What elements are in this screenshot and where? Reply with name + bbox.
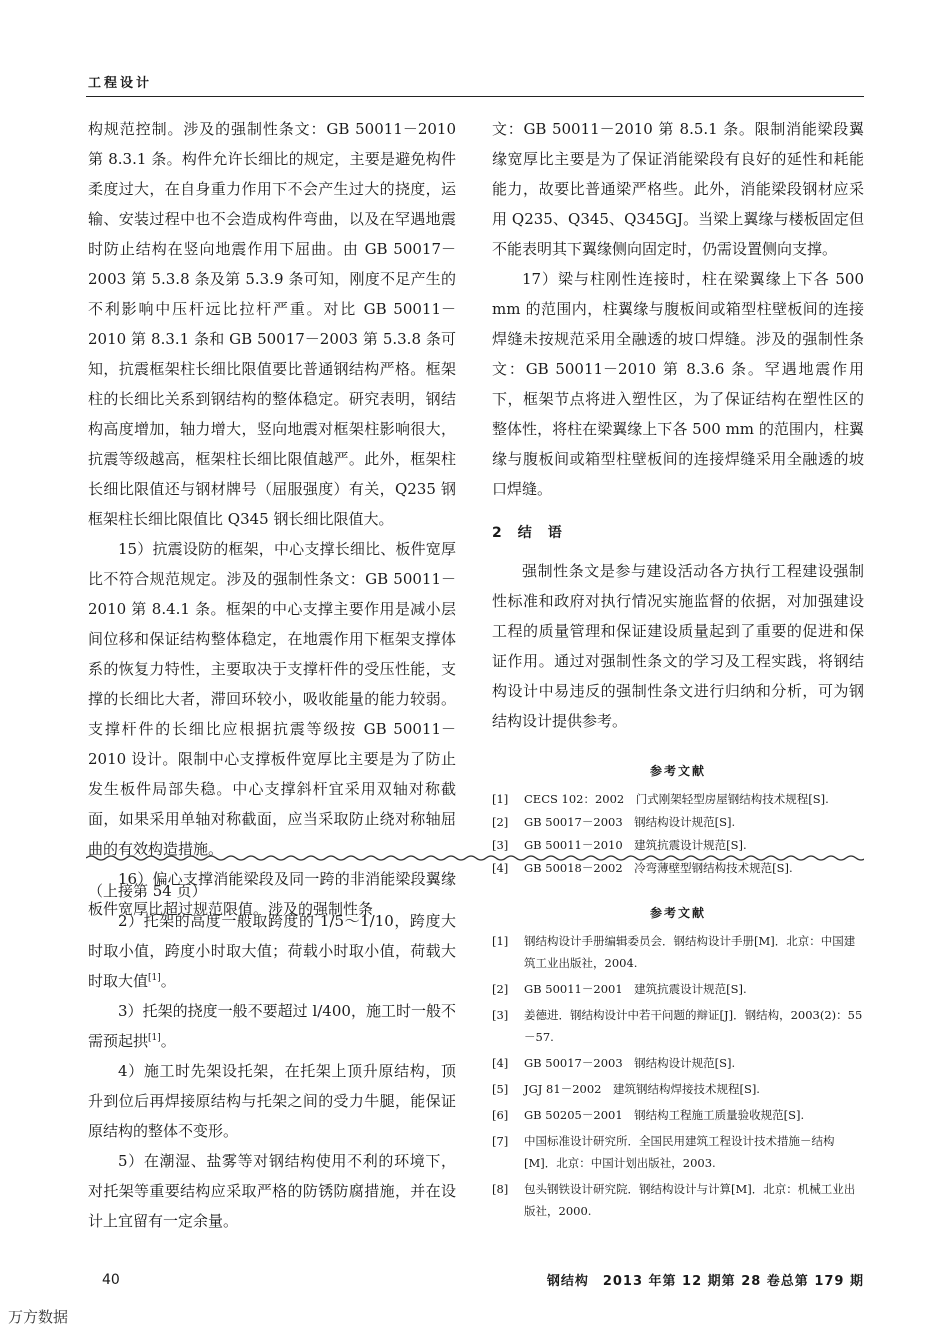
reference-item (492, 1178, 864, 1222)
paragraph: 15）抗震设防的框架，中心支撑长细比、板件宽厚比不符合规范规定。涉及的强制性条文：GB 50011－2010 第 8.4.1 条。框架的中心支撑主要作用是减小层间位移和保证结构整体稳定，在地震作用下框架支撑体系的恢复力特性，主要取决于支撑杆件的受压性能，支撑的长细比大者，滞回环较小，吸收能量的能力较弱。支撑杆件的长细比应根据抗震等级按 GB 50011－2010 设计。限制中心支撑板件宽厚比主要是为了防止发生板件局部失稳。中心支撑斜杆宜采用双轴对称截面，如果采用单轴对称截面，应当采取防止绕对称轴屈曲的有效构造措施。 (88, 540, 456, 858)
reference-text: GB 50017－2003 钢结构设计规范[S]. (524, 1056, 736, 1070)
reference-text: 包头钢铁设计研究院．钢结构设计与计算[M]．北京：机械工业出版社，2000. (524, 1182, 856, 1218)
wavy-divider (86, 851, 864, 865)
reference-number: [2] (492, 982, 509, 996)
paragraph: 强制性条文是参与建设活动各方执行工程建设强制性标准和政府对执行情况实施监督的依据，对加强建设工程的质量管理和保证建设质量起到了重要的促进和保证作用。通过对强制性条文的学习及工程实践，将钢结构设计中易违反的强制性条文进行归纳和分析，可为钢结构设计提供参考。 (492, 562, 864, 730)
citation: [1] (148, 973, 161, 983)
reference-number: [6] (492, 1108, 509, 1122)
reference-number: [2] (492, 815, 509, 829)
reference-number: [1] (492, 792, 509, 806)
reference-number: [8] (492, 1182, 509, 1196)
reference-text: GB 50018－2002 冷弯薄壁型钢结构技术规范[S]. (524, 861, 793, 875)
page-number: 40 (102, 1272, 120, 1288)
reference-item (492, 1104, 864, 1126)
reference-number: [4] (492, 1056, 509, 1070)
left-column-top (88, 114, 456, 924)
paragraph (88, 996, 456, 1056)
left-column-bottom (88, 876, 456, 1236)
continuation-note: （上接第 54 页） (88, 882, 207, 900)
header-rule (86, 96, 864, 97)
reference-text: GB 50205－2001 钢结构工程施工质量验收规范[S]. (524, 1108, 805, 1122)
reference-item (492, 978, 864, 1000)
reference-number: [3] (492, 838, 509, 852)
watermark: 万方数据 (8, 1308, 69, 1326)
references-title: 参考文献 (649, 906, 706, 920)
reference-item (492, 788, 864, 811)
reference-item (492, 930, 864, 974)
reference-text: GB 50011－2001 建筑抗震设计规范[S]. (524, 982, 747, 996)
paragraph: 16）偏心支撑消能梁段及同一跨的非消能梁段翼缘板件宽厚比超过规范限值。涉及的强制性条 (88, 870, 456, 918)
paragraph-text: 2）托架的高度一般取跨度的 1/5～1/10，跨度大时取小值，跨度小时取大值；荷载小时取小值，荷载大时取大值 (88, 912, 456, 990)
paragraph-end: 。 (160, 1032, 176, 1050)
paragraph: 5）在潮湿、盐雾等对钢结构使用不利的环境下，对托架等重要结构应采取严格的防锈防腐措施，并在设计上宜留有一定余量。 (88, 1152, 456, 1230)
reference-text: 姜德进．钢结构设计中若干问题的辩证[J]．钢结构，2003(2)：55－57. (524, 1008, 863, 1044)
paragraph: 文：GB 50011－2010 第 8.5.1 条。限制消能梁段翼缘宽厚比主要是为了保证消能梁段有良好的延性和耗能能力，故要比普通梁严格些。此外，消能梁段钢材应采用 Q235、Q345、Q345GJ。当梁上翼缘与楼板固定但不能表明其下翼缘侧向固定时，仍需设置侧向支撑。 (492, 120, 864, 258)
reference-item (492, 811, 864, 834)
paragraph (88, 906, 456, 996)
references-title: 参考文献 (649, 764, 706, 778)
reference-text: JGJ 81－2002 建筑钢结构焊接技术规程[S]. (524, 1082, 760, 1096)
paragraph: 4）施工时先架设托架，在托架上顶升原结构，顶升到位后再焊接原结构与托架之间的受力牛腿，能保证原结构的整体不变形。 (88, 1062, 456, 1140)
section-heading: 2 结 语 (492, 525, 563, 541)
reference-list (492, 788, 864, 880)
reference-number: [1] (492, 934, 509, 948)
right-column-top (492, 114, 864, 880)
running-header: 工程设计 (88, 76, 153, 91)
reference-item (492, 1052, 864, 1074)
journal-footer: 钢结构 2013 年第 12 期第 28 卷总第 179 期 (546, 1274, 864, 1289)
reference-item (492, 1078, 864, 1100)
reference-text: GB 50017－2003 钢结构设计规范[S]. (524, 815, 736, 829)
reference-text: CECS 102：2002 门式刚架轻型房屋钢结构技术规程[S]. (524, 792, 829, 806)
reference-item (492, 1004, 864, 1048)
reference-number: [4] (492, 861, 509, 875)
paragraph-end: 。 (160, 972, 176, 990)
reference-text: 中国标准设计研究所．全国民用建筑工程设计技术措施－结构[M]．北京：中国计划出版社，2003. (524, 1134, 835, 1170)
reference-number: [7] (492, 1134, 509, 1148)
paragraph: 构规范控制。涉及的强制性条文：GB 50011－2010第 8.3.1 条。构件允许长细比的规定，主要是避免构件柔度过大，在自身重力作用下不会产生过大的挠度，运输、安装过程中也不会造成构件弯曲，以及在罕遇地震时防止结构在竖向地震作用下屈曲。由 GB 50017－2003 第 5.3.8 条及第 5.3.9 条可知，刚度不足产生的不利影响中压杆远比拉杆严重。对比 GB 50011－2010 第 8.3.1 条和 GB 50017－2003 第 5.3.8 条可知，抗震框架柱长细比限值要比普通钢结构严格。框架柱的长细比关系到钢结构的整体稳定。研究表明，钢结构高度增加，轴力增大，竖向地震对框架柱影响很大，抗震等级越高，框架柱长细比限值越严。此外，框架柱长细比限值还与钢材牌号（屈服强度）有关，Q235 钢框架柱长细比限值比 Q345 钢长细比限值大。 (88, 120, 456, 528)
reference-number: [5] (492, 1082, 509, 1096)
right-column-bottom (492, 904, 864, 1226)
citation: [1] (148, 1033, 161, 1043)
reference-list (492, 930, 864, 1222)
reference-text: GB 50011－2010 建筑抗震设计规范[S]. (524, 838, 747, 852)
paragraph-text: 3）托架的挠度一般不要超过 l/400，施工时一般不需预起拱 (88, 1002, 456, 1050)
reference-item (492, 1130, 864, 1174)
reference-number: [3] (492, 1008, 509, 1022)
reference-text: 钢结构设计手册编辑委员会．钢结构设计手册[M]．北京：中国建筑工业出版社，2004. (524, 934, 856, 970)
paragraph: 17）梁与柱刚性连接时，柱在梁翼缘上下各 500 mm 的范围内，柱翼缘与腹板间或箱型柱壁板间的连接焊缝未按规范采用全融透的坡口焊缝。涉及的强制性条文：GB 50011－2010 第 8.3.6 条。罕遇地震作用下，框架节点将进入塑性区，为了保证结构在塑性区的整体性，将柱在梁翼缘上下各 500 mm 的范围内，柱翼缘与腹板间或箱型柱壁板间的连接焊缝采用全融透的坡口焊缝。 (492, 270, 864, 498)
